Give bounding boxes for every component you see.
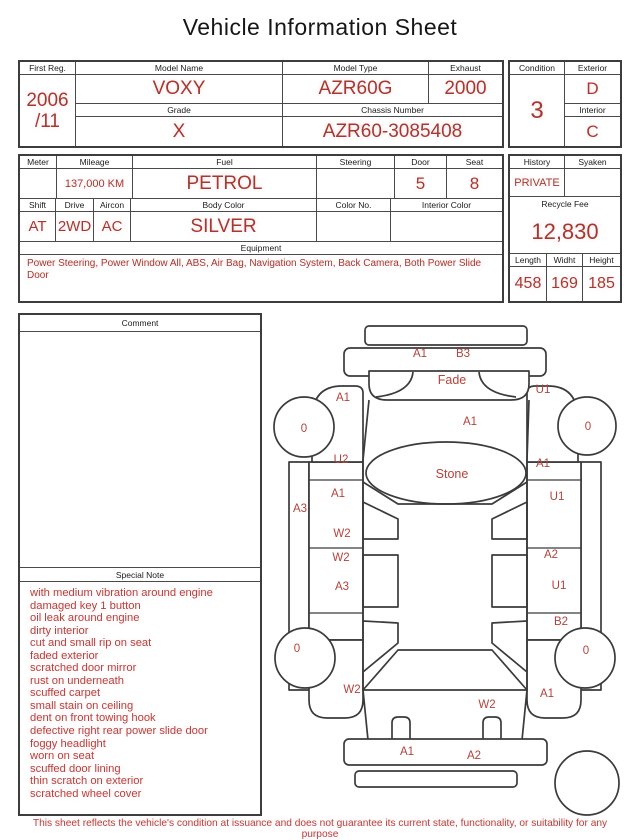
mileage-label: Mileage <box>57 156 133 169</box>
shift-label: Shift <box>20 199 56 212</box>
diagram-label: U1 <box>549 491 565 503</box>
meter-label: Meter <box>20 156 57 169</box>
diagram-label: 0 <box>584 421 592 433</box>
diagram-label: W2 <box>343 684 361 696</box>
exterior-value: D <box>565 75 620 104</box>
interior-color-value <box>391 212 502 241</box>
color-no-value <box>317 212 391 241</box>
front-bumper-top <box>365 326 527 345</box>
diagram-label: W2 <box>333 528 351 540</box>
door-label: Door <box>395 156 447 169</box>
diagram-label: 0 <box>300 423 308 435</box>
history-grid <box>510 156 620 197</box>
history-value: PRIVATE <box>510 169 565 196</box>
steering-value <box>317 169 395 198</box>
aircon-label: Aircon <box>94 199 131 212</box>
recycle-fee-section <box>510 197 620 254</box>
condition-value: 3 <box>510 75 565 146</box>
history-label: History <box>510 156 565 169</box>
condition-table <box>508 60 622 148</box>
body-color-value: SILVER <box>131 212 317 241</box>
special-note-item: foggy headlight <box>30 737 106 750</box>
model-name-value: VOXY <box>76 75 283 104</box>
diagram-label: A1 <box>535 458 551 470</box>
model-name-label: Model Name <box>76 62 283 75</box>
comment-text <box>20 332 260 567</box>
car-diagram <box>270 315 630 817</box>
height-label: Height <box>583 254 620 267</box>
chassis-number-value: AZR60-3085408 <box>322 120 463 142</box>
special-note-item: scuffed carpet <box>30 687 101 700</box>
diagram-label: Fade <box>437 373 467 387</box>
fuel-value: PETROL <box>133 169 317 198</box>
history-dimensions-table <box>508 154 622 303</box>
special-note-item: scratched door mirror <box>30 662 137 675</box>
spare-wheel <box>555 751 619 815</box>
length-value: 458 <box>510 267 547 301</box>
diagram-label: W2 <box>478 699 496 711</box>
rear-window <box>363 650 527 690</box>
height-value: 185 <box>588 275 615 292</box>
meter-value <box>20 169 57 198</box>
steering-label: Steering <box>317 156 395 169</box>
door-value: 5 <box>395 169 447 198</box>
rear-bumper <box>344 739 547 765</box>
syaken-label: Syaken <box>565 156 620 169</box>
drive-label: Drive <box>56 199 94 212</box>
color-no-label: Color No. <box>317 199 391 212</box>
rear-left-wheel <box>275 628 335 688</box>
width-value: 169 <box>547 267 583 301</box>
diagram-label: A1 <box>330 488 346 500</box>
special-note-item: scratched wheel cover <box>30 787 142 800</box>
equipment-label: Equipment <box>20 242 502 255</box>
diagram-label: B2 <box>553 616 569 628</box>
exhaust-label: Exhaust <box>429 62 502 75</box>
special-note-item: oil leak around engine <box>30 612 140 625</box>
diagram-label: A3 <box>292 503 308 515</box>
drive-value: 2WD <box>56 212 94 241</box>
exterior-label: Exterior <box>565 62 620 75</box>
diagram-label: B3 <box>455 348 471 360</box>
special-note-label: Special Note <box>20 567 260 582</box>
model-type-label: Model Type <box>283 62 429 75</box>
length-label: Length <box>510 254 547 267</box>
seat-value: 8 <box>469 173 480 193</box>
diagram-label: A1 <box>399 746 415 758</box>
interior-label: Interior <box>565 104 620 117</box>
details-table <box>18 154 504 303</box>
special-note-item: scuffed door lining <box>30 762 121 775</box>
special-note-item: thin scratch on exterior <box>30 775 144 788</box>
aircon-value: AC <box>94 212 131 241</box>
interior-value: C <box>586 121 599 141</box>
diagram-label: U1 <box>535 384 551 396</box>
vehicle-identity-table <box>18 60 504 148</box>
shift-value: AT <box>20 212 56 241</box>
comment-box <box>18 313 262 816</box>
special-note-item: cut and small rip on seat <box>30 637 152 650</box>
mileage-value: 137,000 KM <box>57 169 133 198</box>
equipment-value: Power Steering, Power Window All, ABS, Air Bag, Navigation System, Back Camera, Both Power Slide Door <box>27 258 482 281</box>
dimensions-grid <box>510 254 620 301</box>
footer-disclaimer: This sheet reflects the vehicle's condition at issuance and does not guarantee its current state, functionality, or suitability for any purpose <box>32 818 608 840</box>
seat-label: Seat <box>447 156 502 169</box>
comment-label: Comment <box>20 315 260 332</box>
rear-bumper-lower <box>355 771 517 787</box>
recycle-fee-value: 12,830 <box>531 218 599 244</box>
diagram-label: 0 <box>293 643 301 655</box>
diagram-label: A1 <box>412 348 428 360</box>
car-outline <box>274 326 619 815</box>
special-note-item: defective right rear power slide door <box>30 725 208 738</box>
diagram-label: A1 <box>335 392 351 404</box>
page-title: Vehicle Information Sheet <box>182 14 458 40</box>
grade-value: X <box>76 117 283 146</box>
details-row-a <box>20 156 502 199</box>
diagram-label: A2 <box>543 549 559 561</box>
first-reg-label: First Reg. <box>20 62 76 75</box>
special-note-item: dent on front towing hook <box>30 712 156 725</box>
exhaust-value: 2000 <box>429 75 502 104</box>
special-note-item: faded exterior <box>30 649 99 662</box>
diagram-label: Stone <box>435 467 469 481</box>
model-type-value: AZR60G <box>283 75 429 104</box>
special-note-item: worn on seat <box>30 750 95 763</box>
body-color-label: Body Color <box>131 199 317 212</box>
special-note-item: rust on underneath <box>30 674 124 687</box>
diagram-label: A3 <box>334 581 350 593</box>
diagram-label: U2 <box>333 454 349 466</box>
diagram-label: W2 <box>332 552 350 564</box>
special-note-item: with medium vibration around engine <box>30 587 213 599</box>
condition-label: Condition <box>510 62 565 75</box>
diagram-label: U1 <box>551 580 567 592</box>
diagram-label: A2 <box>466 750 482 762</box>
special-note-item: damaged key 1 button <box>30 599 141 612</box>
special-note-list <box>20 582 260 800</box>
first-reg-value: 2006 /11 <box>20 75 76 146</box>
interior-color-label: Interior Color <box>391 199 502 212</box>
special-note-item: small stain on ceiling <box>30 699 134 712</box>
grade-label: Grade <box>76 104 283 117</box>
rear-right-wheel <box>555 628 615 688</box>
recycle-fee-label: Recycle Fee <box>541 198 589 209</box>
details-row-b <box>20 199 502 242</box>
width-label: Widht <box>547 254 583 267</box>
diagram-label: 0 <box>582 645 590 657</box>
diagram-label: A1 <box>539 688 555 700</box>
fuel-label: Fuel <box>133 156 317 169</box>
diagram-label: A1 <box>462 416 478 428</box>
syaken-value <box>565 169 620 196</box>
chassis-number-label: Chassis Number <box>283 104 502 117</box>
special-note-item: dirty interior <box>30 624 89 637</box>
